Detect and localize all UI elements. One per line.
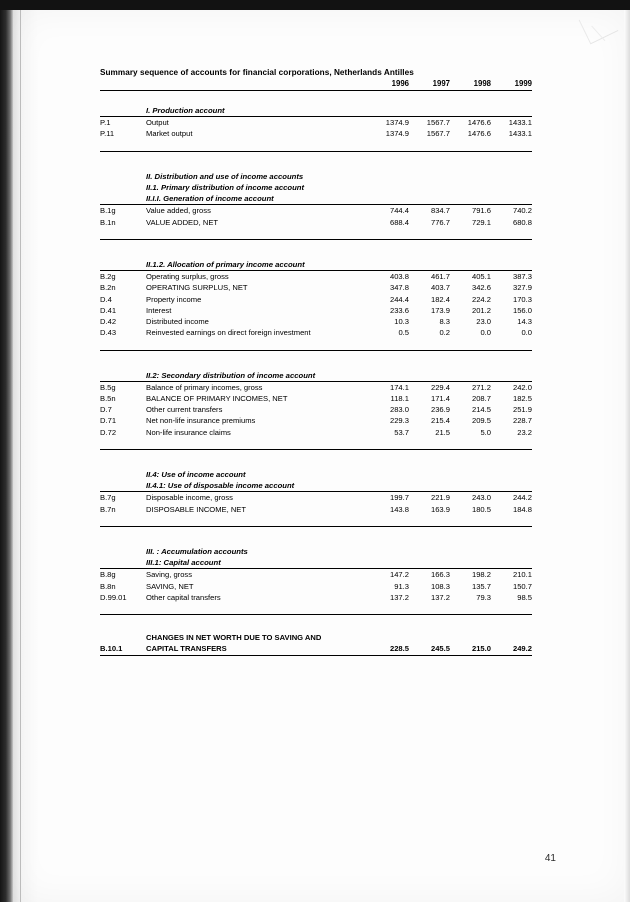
section-code-spacer — [100, 182, 146, 193]
row-code-D.71: D.71 — [100, 416, 117, 426]
row-label: SAVING, NET — [146, 581, 194, 591]
row-value-1996: 91.3 — [394, 581, 409, 591]
total-label-line2: CAPITAL TRANSFERS — [146, 644, 227, 654]
row-value-1999: 210.1 — [491, 569, 532, 581]
row-value-1996: 1374.9 — [385, 129, 409, 139]
row-code-B.8g: B.8g — [100, 569, 146, 581]
table-row — [100, 282, 532, 293]
row-value-1996: 118.1 — [390, 394, 409, 404]
row-code-B.7n: B.7n — [100, 504, 116, 514]
row-value-1996: 229.3 — [389, 416, 409, 426]
row-value-1996: 0.5 — [398, 328, 409, 338]
spacer-cell — [100, 616, 532, 632]
row-label: Other current transfers — [146, 405, 223, 415]
spacer-cell — [100, 153, 532, 171]
section-subheading: III.1: Capital account — [146, 558, 221, 568]
section-code-spacer — [100, 469, 146, 480]
table-row — [100, 327, 532, 338]
row-label: DISPOSABLE INCOME, NET — [146, 504, 247, 514]
scanner-top-edge — [0, 0, 630, 10]
row-value-1999: 14.3 — [517, 317, 532, 327]
row-label: OPERATING SURPLUS, NET — [146, 283, 248, 293]
section-code-spacer — [100, 370, 146, 382]
row-value-1998: 23.0 — [476, 317, 491, 327]
section-code-spacer — [100, 171, 146, 182]
row-value-1997: 163.9 — [430, 504, 450, 514]
table-row — [100, 404, 532, 415]
row-value-1997: 236.9 — [430, 405, 450, 415]
row-value-1999: 740.2 — [491, 205, 532, 217]
row-value-1998: 1476.6 — [450, 117, 491, 129]
header-code-col — [100, 78, 146, 91]
row-value-1999: 244.2 — [491, 492, 532, 504]
row-label: Property income — [146, 294, 202, 304]
page-edge-line — [20, 10, 21, 902]
row-spacer — [100, 603, 532, 615]
row-code-P.11: P.11 — [100, 129, 115, 139]
row-value-1999: 170.3 — [512, 294, 532, 304]
total-code-spacer — [100, 632, 146, 643]
row-label: Net non-life insurance premiums — [146, 416, 256, 426]
total-value-1999: 249.2 — [512, 644, 532, 654]
row-spacer — [100, 438, 532, 450]
spacer-cell — [100, 515, 532, 527]
row-label: Distributed income — [146, 317, 209, 327]
row-value-1996: 244.4 — [389, 294, 409, 304]
row-spacer — [100, 140, 532, 152]
row-value-1997: 403.7 — [430, 283, 450, 293]
row-value-1998: 209.5 — [471, 416, 491, 426]
row-value-1996: 403.8 — [368, 271, 409, 283]
row-value-1997: 171.4 — [430, 394, 450, 404]
row-value-1997: 166.3 — [409, 569, 450, 581]
row-value-1996: 199.7 — [368, 492, 409, 504]
row-value-1999: 327.9 — [512, 283, 532, 293]
row-value-1997: 229.4 — [409, 381, 450, 393]
row-value-1996: 174.1 — [368, 381, 409, 393]
total-value-1996: 228.5 — [389, 644, 409, 654]
row-code-D.99.01: D.99.01 — [100, 592, 127, 602]
row-value-1998: 342.6 — [471, 283, 491, 293]
row-value-1998: 224.2 — [471, 294, 491, 304]
spacer-cell — [100, 528, 532, 546]
summary-accounts-table — [100, 78, 532, 657]
binding-gutter-shadow — [0, 0, 13, 902]
row-label: Value added, gross — [146, 205, 368, 217]
table-row — [100, 305, 532, 316]
section-heading: II.1.2. Allocation of primary income account — [146, 260, 305, 269]
row-label: Interest — [146, 305, 172, 315]
row-value-1998: 271.2 — [450, 381, 491, 393]
row-label: VALUE ADDED, NET — [146, 217, 219, 227]
section-heading: II. Distribution and use of income accounts — [146, 171, 304, 181]
section-heading-row — [100, 259, 532, 271]
table-row — [100, 117, 532, 129]
table-row — [100, 427, 532, 438]
row-value-1999: 156.0 — [512, 305, 532, 315]
section-code-spacer — [100, 193, 146, 205]
column-header-year-1999: 1999 — [491, 78, 532, 91]
row-value-1997: 137.2 — [430, 592, 450, 602]
total-code: B.10.1 — [100, 644, 123, 654]
section-subheading-row — [100, 182, 532, 193]
row-label: Market output — [146, 129, 193, 139]
row-code-P.1: P.1 — [100, 117, 146, 129]
row-value-1998: 1476.6 — [467, 129, 491, 139]
row-value-1998: 180.5 — [471, 504, 491, 514]
row-value-1999: 0.0 — [521, 328, 532, 338]
row-code-B.2n: B.2n — [100, 283, 116, 293]
row-value-1998: 79.3 — [476, 592, 491, 602]
row-value-1998: 791.6 — [450, 205, 491, 217]
row-code-B.1g: B.1g — [100, 205, 146, 217]
row-spacer — [100, 451, 532, 469]
row-value-1996: 744.4 — [368, 205, 409, 217]
row-value-1998: 729.1 — [471, 217, 491, 227]
row-value-1999: 150.7 — [512, 581, 532, 591]
section-subheading: II.1. Primary distribution of income account — [146, 183, 305, 192]
row-value-1997: 0.2 — [439, 328, 450, 338]
row-value-1999: 1433.1 — [491, 117, 532, 129]
table-row — [100, 569, 532, 581]
row-value-1998: 198.2 — [450, 569, 491, 581]
total-value-1998: 215.0 — [471, 644, 491, 654]
section-code-spacer — [100, 480, 146, 492]
row-spacer — [100, 352, 532, 370]
row-code-D.42: D.42 — [100, 317, 117, 327]
row-value-1997: 461.7 — [409, 271, 450, 283]
row-label: BALANCE OF PRIMARY INCOMES, NET — [146, 394, 288, 404]
row-value-1996: 688.4 — [389, 217, 409, 227]
column-header-year-1997: 1997 — [409, 78, 450, 91]
row-value-1996: 1374.9 — [368, 117, 409, 129]
row-code-B.7g: B.7g — [100, 492, 146, 504]
table-row — [100, 393, 532, 404]
row-spacer — [100, 153, 532, 171]
section-subheading: II.4.1: Use of disposable income account — [146, 481, 295, 491]
section-heading: II.4: Use of income account — [146, 470, 246, 480]
row-spacer — [100, 515, 532, 527]
row-label: Output — [146, 117, 368, 129]
table-row — [100, 217, 532, 228]
row-value-1999: 387.3 — [491, 271, 532, 283]
section-code-spacer — [100, 557, 146, 569]
row-spacer — [100, 241, 532, 259]
table-row — [100, 592, 532, 603]
section-code-spacer — [100, 259, 146, 271]
table-header-years — [100, 78, 532, 91]
row-code-D.4: D.4 — [100, 294, 112, 304]
spacer-cell — [100, 228, 532, 240]
row-label: Other capital transfers — [146, 592, 221, 602]
section-heading-row — [100, 105, 532, 117]
row-value-1996: 283.0 — [389, 405, 409, 415]
row-value-1999: 23.2 — [517, 427, 532, 437]
row-value-1998: 0.0 — [480, 328, 491, 338]
row-value-1998: 5.0 — [480, 427, 491, 437]
row-code-B.2g: B.2g — [100, 271, 146, 283]
row-value-1999: 228.7 — [512, 416, 532, 426]
section-heading-row — [100, 370, 532, 382]
row-code-D.41: D.41 — [100, 305, 117, 315]
row-code-B.5n: B.5n — [100, 394, 116, 404]
row-label: Operating surplus, gross — [146, 271, 368, 283]
row-spacer — [100, 228, 532, 240]
spacer-cell — [100, 140, 532, 152]
section-heading-row — [100, 546, 532, 557]
page-right-edge — [624, 10, 630, 902]
section-heading: III. : Accumulation accounts — [146, 547, 248, 557]
accounts-table-block — [100, 68, 532, 657]
table-row — [100, 415, 532, 426]
row-value-1998: 201.2 — [471, 305, 491, 315]
row-label: Balance of primary incomes, gross — [146, 381, 368, 393]
section-heading: I. Production account — [146, 106, 225, 115]
spacer-cell — [100, 352, 532, 370]
section-heading-row — [100, 469, 532, 480]
row-value-1998: 135.7 — [471, 581, 491, 591]
row-value-1997: 173.9 — [430, 305, 450, 315]
row-spacer — [100, 616, 532, 632]
section-subheading: II.I.I. Generation of income account — [146, 194, 274, 204]
total-value-1997: 245.5 — [430, 644, 450, 654]
row-code-B.8n: B.8n — [100, 581, 116, 591]
section-code-spacer — [100, 546, 146, 557]
page-title: Summary sequence of accounts for financial corporations, Netherlands Antilles — [100, 68, 414, 77]
row-value-1999: 251.9 — [512, 405, 532, 415]
row-value-1999: 184.8 — [512, 504, 532, 514]
row-value-1996: 10.3 — [394, 317, 409, 327]
spacer-cell — [100, 241, 532, 259]
row-code-D.72: D.72 — [100, 427, 117, 437]
row-value-1997: 215.4 — [430, 416, 450, 426]
row-value-1997: 776.7 — [430, 217, 450, 227]
row-value-1997: 182.4 — [430, 294, 450, 304]
row-value-1999: 98.5 — [517, 592, 532, 602]
row-spacer — [100, 528, 532, 546]
row-code-D.7: D.7 — [100, 405, 112, 415]
table-row — [100, 271, 532, 283]
spacer-cell — [100, 603, 532, 615]
section-subheading-row — [100, 557, 532, 569]
row-value-1998: 214.5 — [471, 405, 491, 415]
table-row — [100, 128, 532, 139]
table-body — [100, 78, 532, 657]
row-value-1998: 243.0 — [450, 492, 491, 504]
row-value-1997: 1567.7 — [409, 117, 450, 129]
section-heading: II.2: Secondary distribution of income account — [146, 370, 316, 380]
column-header-year-1998: 1998 — [450, 78, 491, 91]
row-code-D.43: D.43 — [100, 328, 117, 338]
row-label: Reinvested earnings on direct foreign investment — [146, 328, 311, 338]
table-row — [100, 294, 532, 305]
row-value-1999: 182.5 — [512, 394, 532, 404]
row-label: Saving, gross — [146, 569, 368, 581]
row-value-1998: 208.7 — [471, 394, 491, 404]
spacer-cell — [100, 438, 532, 450]
section-code-spacer — [100, 105, 146, 117]
spacer-cell — [100, 451, 532, 469]
header-label-col — [146, 78, 368, 91]
row-value-1997: 8.3 — [439, 317, 450, 327]
row-value-1996: 143.8 — [389, 504, 409, 514]
row-label: Non-life insurance claims — [146, 427, 231, 437]
row-label: Disposable income, gross — [146, 492, 368, 504]
total-closing-rule — [100, 655, 532, 657]
row-value-1997: 1567.7 — [426, 129, 450, 139]
table-row — [100, 504, 532, 515]
row-value-1996: 137.2 — [389, 592, 409, 602]
total-rule-cell — [100, 655, 532, 657]
table-row — [100, 205, 532, 217]
row-code-B.1n: B.1n — [100, 217, 116, 227]
row-code-B.5g: B.5g — [100, 381, 146, 393]
section-heading-row — [100, 171, 532, 182]
page-number: 41 — [544, 853, 556, 864]
table-row — [100, 581, 532, 592]
row-value-1998: 405.1 — [450, 271, 491, 283]
table-row — [100, 381, 532, 393]
section-subheading-row — [100, 193, 532, 205]
total-label-line1: CHANGES IN NET WORTH DUE TO SAVING AND — [146, 633, 322, 643]
spacer-cell — [100, 338, 532, 350]
row-value-1999: 680.8 — [512, 217, 532, 227]
total-row — [100, 643, 532, 655]
table-row — [100, 492, 532, 504]
table-row — [100, 316, 532, 327]
row-value-1997: 21.5 — [435, 427, 450, 437]
row-value-1997: 108.3 — [430, 581, 450, 591]
row-value-1999: 242.0 — [491, 381, 532, 393]
row-value-1996: 233.6 — [389, 305, 409, 315]
row-spacer — [100, 91, 532, 106]
row-value-1996: 147.2 — [368, 569, 409, 581]
column-header-year-1996: 1996 — [368, 78, 409, 91]
row-value-1997: 834.7 — [409, 205, 450, 217]
spacer-cell — [100, 91, 532, 106]
section-subheading-row — [100, 480, 532, 492]
row-value-1999: 1433.1 — [508, 129, 532, 139]
row-spacer — [100, 338, 532, 350]
row-value-1996: 53.7 — [394, 427, 409, 437]
row-value-1997: 221.9 — [409, 492, 450, 504]
row-value-1996: 347.8 — [389, 283, 409, 293]
total-label-row-1 — [100, 632, 532, 643]
